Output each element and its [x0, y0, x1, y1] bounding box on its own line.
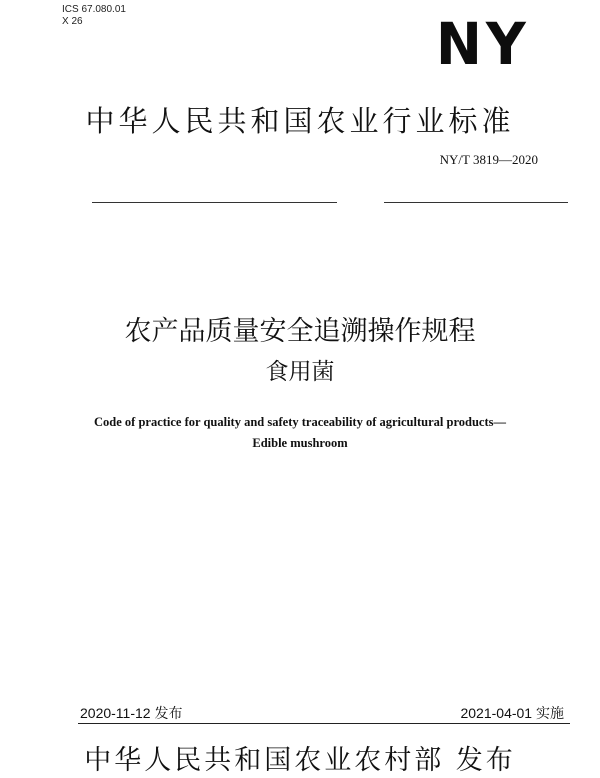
title-chinese: 农产品质量安全追溯操作规程: [124, 316, 476, 347]
issue-date: 2020-11-12 发布: [80, 705, 183, 721]
standard-number: NY/T 3819—2020: [439, 152, 538, 167]
subtitle-chinese: 食用菌: [265, 359, 335, 385]
ics-code: ICS 67.080.01: [62, 4, 126, 15]
footer-rule: [78, 723, 570, 724]
title-english: Code of practice for quality and safety traceability of agricultural products—: [94, 415, 506, 429]
implementation-date: 2021-04-01 实施: [460, 705, 564, 721]
header-rule-right: [384, 202, 568, 203]
issuing-authority: 中华人民共和国农业农村部 发布: [84, 745, 516, 776]
ccs-code: X 26: [62, 16, 83, 27]
header-rule-left: [92, 202, 337, 203]
standard-category-header: 中华人民共和国农业行业标准: [85, 104, 515, 138]
ny-logo: NY: [436, 10, 530, 78]
subtitle-english: Edible mushroom: [252, 436, 348, 450]
